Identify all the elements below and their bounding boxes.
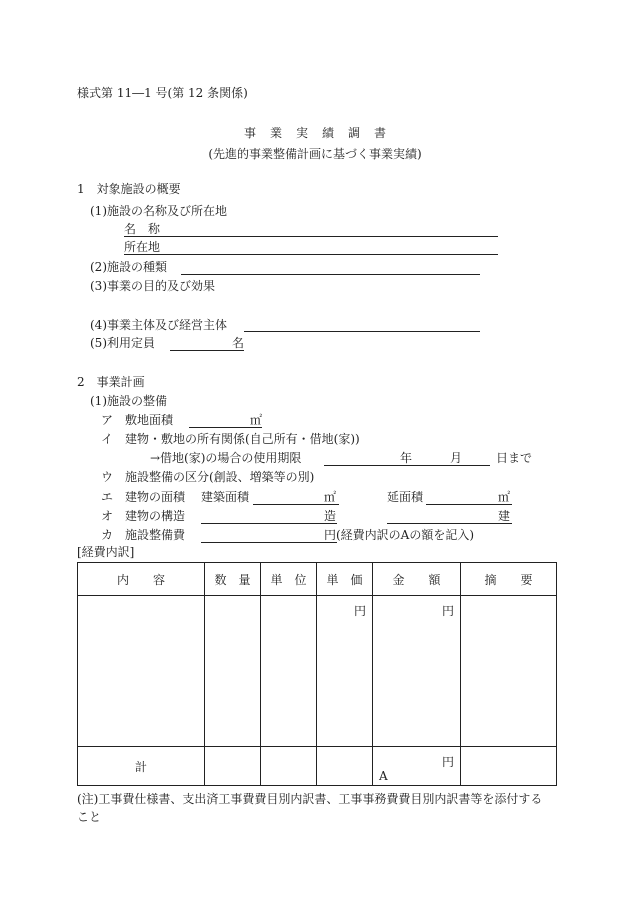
- structure-line: [201, 523, 337, 524]
- total-unit-cell: [261, 747, 317, 786]
- floor-area-line: [426, 504, 512, 505]
- document-subtitle: (先進的事業整備計画に基づく事業実績): [208, 147, 422, 161]
- content-cell: [78, 596, 205, 747]
- total-amount-cell: [373, 747, 461, 786]
- section2-heading: 2 事業計画: [77, 375, 145, 389]
- form-number: 様式第 11―1 号(第 12 条関係): [77, 86, 248, 100]
- site-area-label: ア 敷地面積: [101, 413, 174, 427]
- floors-line: [387, 523, 512, 524]
- building-area-unit: ㎡: [324, 490, 337, 504]
- floor-area-sub: 延面積: [387, 490, 424, 504]
- amount-yen: 円: [441, 604, 454, 618]
- section1-item2: (2)施設の種類: [90, 260, 167, 274]
- unit-price-cell: [317, 596, 373, 747]
- lease-month: 月: [450, 451, 463, 465]
- lease-year: 年: [400, 451, 413, 465]
- maintenance-cost-label: カ 施設整備費: [101, 528, 186, 542]
- amount-cell: [373, 596, 461, 747]
- note-line2: こと: [77, 810, 102, 824]
- section1-item3: (3)事業の目的及び効果: [90, 279, 215, 293]
- maintenance-type-label: ウ 施設整備の区分(創設、増築等の別): [101, 470, 315, 484]
- section1-item5: (5)利用定員: [90, 336, 155, 350]
- unit-cell: [261, 596, 317, 747]
- name-label: 名 称: [124, 222, 161, 236]
- total-amount-marker: A: [379, 769, 388, 783]
- header-amount: 金 額: [373, 563, 461, 596]
- quantity-cell: [205, 596, 261, 747]
- section1-item1: (1)施設の名称及び所在地: [90, 204, 227, 218]
- expense-header-row: [78, 563, 557, 596]
- maintenance-cost-suffix: 円(経費内訳のAの額を記入): [324, 528, 475, 542]
- floor-area-unit: ㎡: [498, 490, 511, 504]
- section2-item1: (1)施設の整備: [90, 394, 167, 408]
- header-content: 内 容: [78, 563, 205, 596]
- total-unit-price-cell: [317, 747, 373, 786]
- header-quantity: 数 量: [205, 563, 261, 596]
- remarks-cell: [461, 596, 557, 747]
- site-area-unit: ㎡: [250, 413, 263, 427]
- structure-label: オ 建物の構造: [101, 509, 186, 523]
- facility-type-line: [181, 274, 480, 275]
- section1-item4: (4)事業主体及び経営主体: [90, 318, 227, 332]
- structure-suffix: 造: [324, 509, 337, 523]
- lease-until: 日まで: [496, 451, 533, 465]
- section1-heading: 1 対象施設の概要: [77, 182, 181, 196]
- building-area-line: [253, 504, 339, 505]
- lease-date-line: [324, 465, 490, 466]
- building-area-label: エ 建物の面積: [101, 490, 186, 504]
- capacity-unit: 名: [232, 336, 245, 350]
- location-line: [124, 254, 498, 255]
- total-amount-yen: 円: [441, 755, 454, 769]
- header-remarks: 摘 要: [461, 563, 557, 596]
- name-line: [124, 236, 498, 237]
- unit-price-yen: 円: [353, 604, 366, 618]
- ownership-label: イ 建物・敷地の所有関係(自己所有・借地(家)): [101, 432, 360, 446]
- location-label: 所在地: [124, 240, 161, 254]
- lease-label: →借地(家)の場合の使用期限: [150, 451, 302, 465]
- total-label: 計: [78, 747, 205, 786]
- capacity-line: [170, 350, 244, 351]
- document-title: 事業実績調書: [243, 126, 400, 140]
- operator-line: [244, 331, 480, 332]
- expense-body-row: [78, 596, 557, 747]
- site-area-line: [189, 427, 262, 428]
- header-unit-price: 単 価: [317, 563, 373, 596]
- expense-total-row: [78, 747, 557, 786]
- floors-suffix: 建: [498, 509, 511, 523]
- maintenance-cost-line: [201, 542, 337, 543]
- total-quantity-cell: [205, 747, 261, 786]
- expense-label: [経費内訳]: [77, 545, 135, 559]
- header-unit: 単 位: [261, 563, 317, 596]
- expense-table: [77, 562, 557, 786]
- total-remarks-cell: [461, 747, 557, 786]
- building-area-sub: 建築面積: [201, 490, 250, 504]
- note-line1: (注)工事費仕様書、支出済工事費費目別内訳書、工事事務費費目別内訳書等を添付する: [77, 792, 543, 806]
